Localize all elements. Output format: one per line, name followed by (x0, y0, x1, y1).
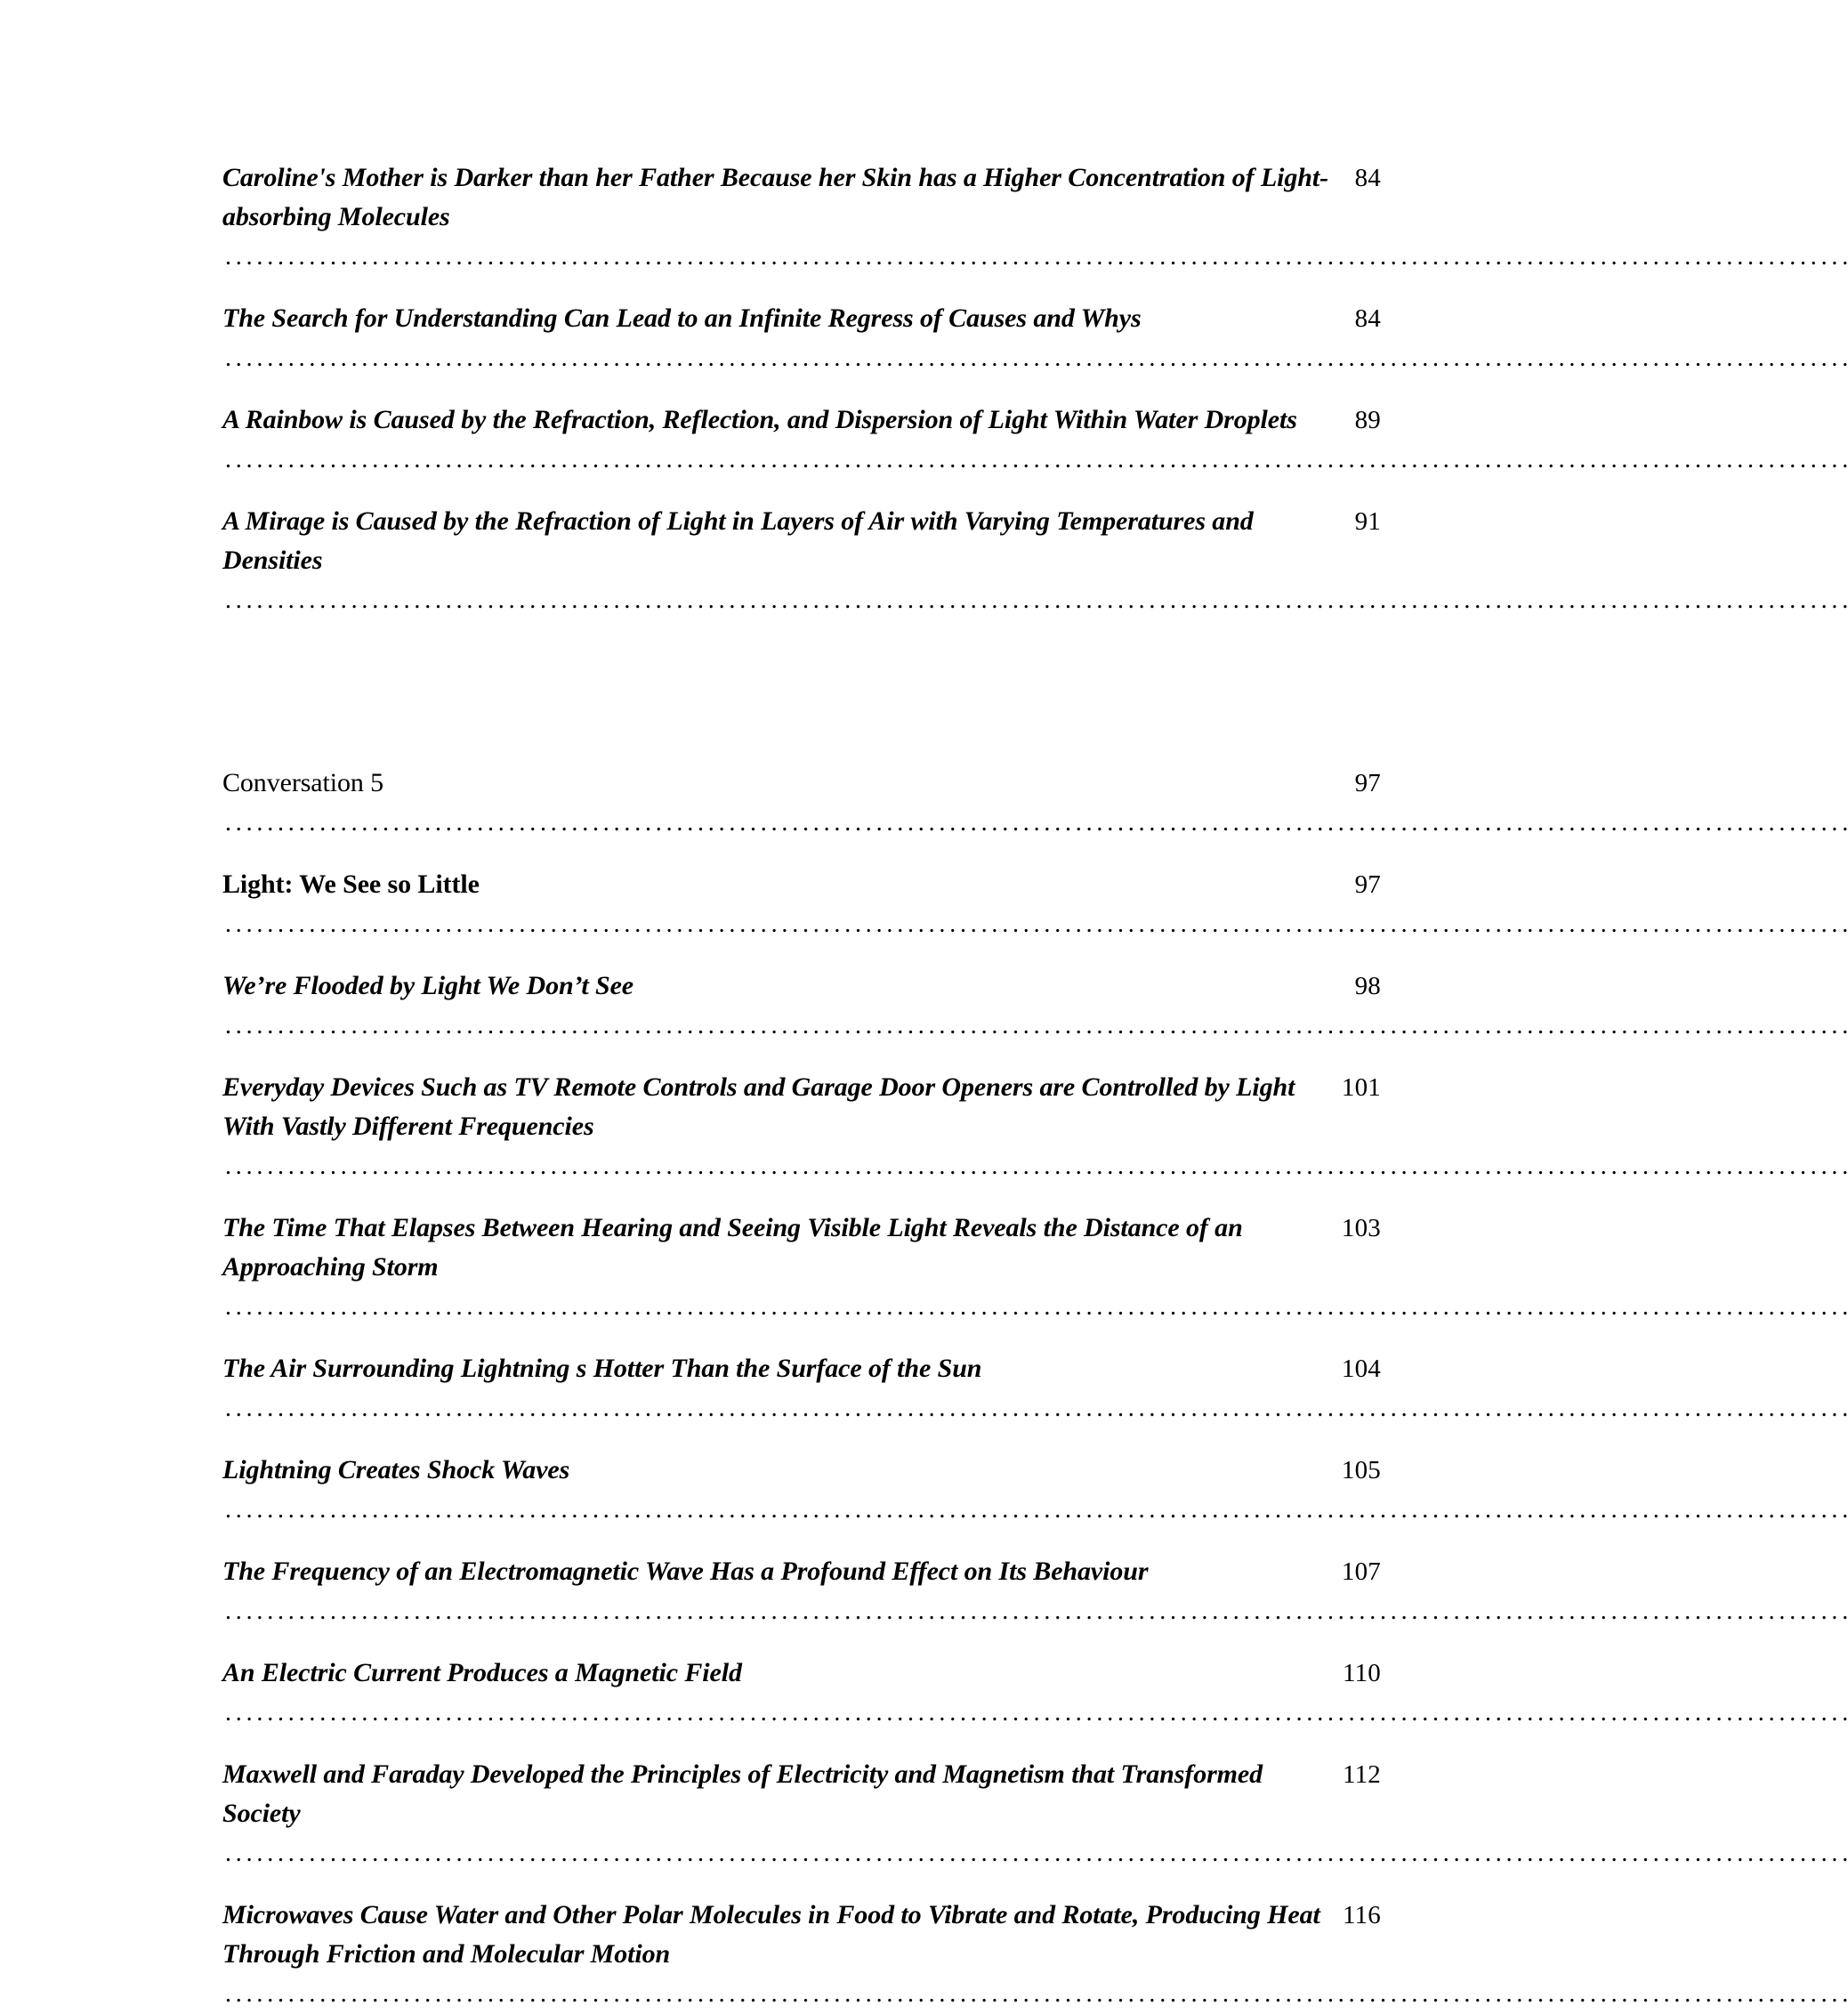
toc-entry[interactable] (222, 967, 1381, 1046)
toc-entry[interactable] (222, 1755, 1381, 1873)
toc-entry-title: Light: We See so Little (222, 869, 480, 899)
toc-entry-title: The Air Surrounding Lightning s Hotter Than the Surface of the Sun (222, 1354, 982, 1383)
toc-page-number: 84 (1354, 304, 1381, 333)
toc-dot-leader (225, 804, 1384, 843)
toc-entry-title: A Mirage is Caused by the Refraction of Light in Layers of Air with Varying Temperatures and Densities (222, 506, 1254, 575)
toc-dot-leader (225, 1975, 1384, 2014)
toc-entry-title: We’re Flooded by Light We Don’t See (222, 971, 633, 1000)
toc-entry[interactable] (222, 764, 1381, 843)
toc-entry-title: Everyday Devices Such as TV Remote Controls and Garage Door Openers are Controlled by Light With Vastly Different Frequencies (222, 1072, 1295, 1141)
toc-dot-leader (225, 1389, 1384, 1428)
toc-page-number: 112 (1342, 1760, 1381, 1789)
toc-entry-title: The Time That Elapses Between Hearing and Seeing Visible Light Reveals the Distance of an Approaching Storm (222, 1213, 1243, 1282)
toc-dot-leader (225, 1147, 1384, 1186)
toc-page-number: 104 (1341, 1355, 1381, 1383)
toc-entry-title: The Frequency of an Electromagnetic Wave Has a Profound Effect on Its Behaviour (222, 1557, 1149, 1586)
toc-entry[interactable] (222, 299, 1381, 378)
toc-dot-leader (225, 1694, 1384, 1733)
toc-page-number: 116 (1342, 1901, 1381, 1929)
toc-page-number: 98 (1354, 972, 1381, 1000)
toc-entry[interactable] (222, 1209, 1381, 1327)
toc-entry-title: A Rainbow is Caused by the Refraction, Reflection, and Dispersion of Light Within Water Droplets (222, 405, 1297, 434)
toc-entry[interactable] (222, 865, 1381, 944)
toc-entry-title: An Electric Current Produces a Magnetic Field (222, 1658, 742, 1687)
toc-page-number: 101 (1341, 1073, 1381, 1102)
toc-entry-title: Conversation 5 (222, 768, 384, 797)
toc-dot-leader (225, 1007, 1384, 1046)
toc-entry-title: The Search for Understanding Can Lead to an Infinite Regress of Causes and Whys (222, 303, 1142, 333)
toc-entry-title: Caroline's Mother is Darker than her Father Because her Skin has a Higher Concentration of Light-absorbing Molecules (222, 163, 1329, 231)
toc-entry[interactable] (222, 502, 1381, 620)
toc-page-number: 105 (1341, 1456, 1381, 1484)
toc-page-number: 107 (1341, 1557, 1381, 1586)
toc-dot-leader (225, 905, 1384, 944)
toc-dot-leader (225, 441, 1384, 480)
toc-dot-leader (225, 1288, 1384, 1327)
toc-entry[interactable] (222, 1451, 1381, 1530)
toc-entry[interactable] (222, 1896, 1381, 2014)
toc-dot-leader (225, 1834, 1384, 1873)
toc-dot-leader (225, 238, 1384, 277)
section-spacer (222, 643, 1381, 764)
toc-entry-title: Microwaves Cause Water and Other Polar Molecules in Food to Vibrate and Rotate, Producing Heat Through Friction and Molecular Motion (222, 1900, 1320, 1969)
toc-page-number: 89 (1354, 406, 1381, 434)
toc-entry-title: Lightning Creates Shock Waves (222, 1455, 570, 1484)
toc-dot-leader (225, 581, 1384, 620)
toc-page-number: 84 (1354, 164, 1381, 192)
toc-dot-leader (225, 1491, 1384, 1530)
toc-entry[interactable] (222, 1654, 1381, 1733)
toc-dot-leader (225, 339, 1384, 378)
toc-entry[interactable] (222, 400, 1381, 480)
toc-page-number: 97 (1354, 870, 1381, 899)
toc-entry[interactable] (222, 1552, 1381, 1631)
toc-page-number: 103 (1341, 1214, 1381, 1242)
toc-dot-leader (225, 1592, 1384, 1631)
toc-page-number: 97 (1354, 769, 1381, 797)
toc-entry[interactable] (222, 158, 1381, 277)
toc-page-number: 110 (1342, 1659, 1381, 1687)
toc-page-number: 91 (1354, 507, 1381, 536)
toc-entry[interactable] (222, 1068, 1381, 1186)
table-of-contents (222, 158, 1381, 2014)
toc-entry[interactable] (222, 1349, 1381, 1428)
toc-entry-title: Maxwell and Faraday Developed the Principles of Electricity and Magnetism that Transformed Society (222, 1759, 1263, 1828)
